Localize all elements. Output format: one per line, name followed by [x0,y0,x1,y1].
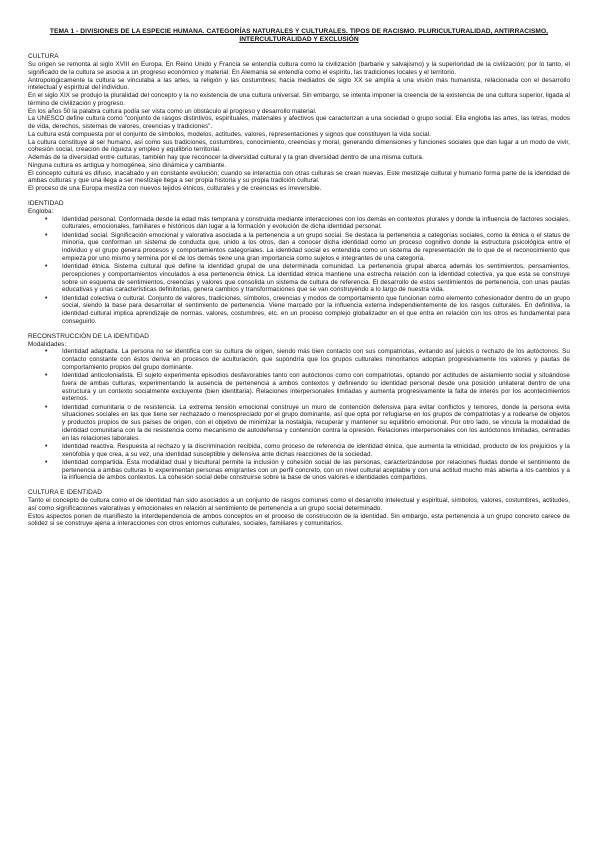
section-heading: CULTURA E IDENTIDAD [28,489,102,496]
section-cultura-identidad [28,489,570,528]
paragraph: La cultura está compuesta por el conjunto de símbolos, modelos, actitudes, valores, representaciones y signos que constituyen la vida social. [28,130,431,138]
section-heading: RECONSTRUCCIÓN DE LA IDENTIDAD [28,332,149,340]
bullet-list [28,216,570,326]
paragraph: En el siglo XIX se produjo la pluralidad del concepto y la no existencia de una cultura universal. Sin embargo, se intenta imponer la creencia de la existencia de una cultura superior, ligada al término de civilización y progreso. [28,92,570,107]
paragraph: Tanto el concepto de cultura como el de identidad han sido asociados a un conjunto de rasgos comunes como el desarrollo intelectual y espiritual, símbolos, valores, costumbres, actitudes, así como significaciones valorativas y emocionales en relación al sentimiento de pertenencia a un grupo social determinado. [28,497,570,512]
paragraph: En los años 50 la palabra cultura podía ser vista como un obstáculo al progreso y desarrollo material. [28,107,317,115]
paragraph: La UNESCO define cultura como "conjunto de rasgos distintivos, espirituales, materiales y afectivos que caracterizan a una sociedad o grupo social. Ella engloba las artes, las letras, modos de vida, derechos, sistemas de valores, creencias y tradiciones". [28,115,570,130]
list-item: • Identidad personal. Conformada desde la edad más temprana y construida mediante interacciones con los demás en contextos plurales y donde la influencia de factores sociales, culturales, emocionales, familiares e históricos dan lugar a la formación y evolución de dicha identidad personal. [62,216,570,232]
paragraph: Antropológicamente la cultura se vinculaba a las artes, la religión y las costumbres; hacia mediados de siglo XX se amplía a una visión más humanista, relacionada con el desarrollo intelectual y espiritual del individuo. [28,76,570,92]
section-identidad [28,200,570,326]
bullet-list [28,348,570,482]
list-item: • Identidad adaptada. La persona no se identifica con su cultura de origen, siendo más bien contacto con sus compatriotas, evitando así juicios o rechazo de los autóctonos. Su contacto constante con éstos deriva en procesos de aculturación, que supondría que los grupos culturales minoritarios adoptan progresivamente los valores y pautas de comportamiento propios del grupo dominante. [62,348,570,371]
paragraph: El proceso de una Europa mestiza con nuevos tejidos étnicos, culturales y de creencias es irreversible. [28,185,322,192]
paragraph: Su origen se remonta al siglo XVIII en Europa. En Reino Unido y Francia se entendía cultura como la civilización (barbarie y salvajismo) y la superioridad de la civilización; por lo tanto, el significado de la cultura se asocia a un progreso económico y material. En Alemania se entendía como el espíritu, las tradiciones locales y el territorio. [28,61,570,76]
list-item: • Identidad anticolonialista. El sujeto experimenta episodios desfavorables tanto con autóctonos como con compatriotas, optando por actitudes de aislamiento social y situándose fuera de ambas culturas, experimentando la ausencia de pertenencia a ambos contextos y definiendo su identidad personal desde una posición unilateral dentro de una estructura y un contexto socialmente excluyente (bien identitaria). Relaciones interpersonales limitadas y aumenta progresivamente la falta de interés por los acontecimientos externos. [62,372,570,403]
list-item: • Identidad étnica. Sistema cultural que define la identidad grupal de una determinada comunidad. La pertenencia grupal abarca además los sentimientos, pensamientos, percepciones y comportamientos vinculados a esa pertenencia étnica. La identidad étnica mantiene una estrecha relación con la identidad colectiva, ya que esta se construye sobre un esquema de sentimientos, creencias y valores que consolida un sistema de cultura de referencia. El desarrollo de estos sentimientos de pertenencia, con unas pautas educativas y unas características definitorias, genera cambios y transformaciones que se van construyendo a lo largo de nuestra vida. [62,263,570,294]
section-subheading: Modalidades: [28,340,67,348]
list-item: • Identidad compartida. Esta modalidad dual y bicultural permite la inclusión y cohesión social de las personas, caracterizándose por relaciones fluidas donde el sentimiento de pertenencia a ambas culturas lo experimentan personas emigrantes con un perfil concreto, con un nivel cultural aceptable y con una actitud mucho más abierta a los cambios y a la influencia de ambos contextos. La cohesión social debe construirse sobre la base de unos valores e identidades compartidos. [62,459,570,482]
list-item: • Identidad reactiva. Respuesta al rechazo y la discriminación recibida, como proceso de referencia de identidad étnica, que aumenta la etnicidad, producto de los prejuicios y la xenofobia y que crea, a su vez, una identidad susceptible y defensiva ante dichas reacciones de la sociedad. [62,443,570,459]
section-subheading: Engloba: [28,207,54,215]
section-cultura [28,53,570,193]
list-item: • Identidad social. Significación emocional y valorativa asociada a la pertenencia a un grupo social. Se destaca la pertenencia a categorías sociales, como la étnica o el status de minoría, que conforman un sistema de conducta que, unido a los otros, dan a conocer dicha identidad como un proceso cognitivo donde la estructura psicológica entre el individuo y el grupo genera procesos y comportamientos categoriales. La identidad social es entendida como un sistema de representación de lo que de el reconocimiento que empieza por uno mismo y termina por el de los demás tiene una gran importancia como sujetos e integrantes de una categoría. [62,232,570,263]
paragraph: El concepto cultura es difuso, inacabado y en constante evolución; cuando se interactúa con otras culturas se crean nuevas. Este mestizaje cultural y humano forma parte de la identidad de ambas culturas y que una llega a ser mestizaje llega a ser propia historia y su propia tradición cultural. [28,169,570,185]
paragraph: Ninguna cultura es antigua y homogénea, sino dinámica y cambiante. [28,161,227,169]
section-reconstruccion [28,333,570,483]
section-heading: CULTURA [28,53,59,60]
section-heading: IDENTIDAD [28,199,64,207]
paragraph: Además de la diversidad entre culturas, también hay que reconocer la diversidad cultural y la gran diversidad dentro de una misma cultura. [28,154,424,161]
paragraph: La cultura constituye al ser humano, así como sus tradiciones, costumbres, conocimiento, creencias y moral, generando dimensiones y funciones sociales que dan lugar a un modo de vivir, cohesión social, creación de riqueza y empleo y equilibrio territorial. [28,138,570,154]
document-title: TEMA 1 - DIVISIONES DE LA ESPECIE HUMANA. CATEGORÍAS NATURALES Y CULTURALES. TIPOS DE RACISMO. PLURICULTURALIDAD, ANTIRRACISMO, INTERCULTURALIDAD Y EXCLUSIÓN [49,28,549,43]
list-item: • Identidad colectiva o cultural. Conjunto de valores, tradiciones, símbolos, creencias y modos de comportamiento que funcionan como elemento cohesionador dentro de un grupo social, siendo la base para desarrollar el sentimiento de pertenencia. Viene marcado por la influencia externa independientemente de los rasgos culturales. En definitiva, la identidad cultural implica aprendizaje de normas, valores, costumbres, etc. en un proceso complejo globalizador en el que entra en relación con los otros es fundamental para conseguirlo. [62,295,570,326]
paragraph: Estos aspectos ponen de manifiesto la interdependencia de ambos conceptos en el proceso de construcción de la identidad. Sin embargo, esta pertenencia a un grupo concreto carece de solidez si se construye ajena a interacciones con otros entornos culturales, sociales, familiares y comunitarios. [28,512,570,528]
list-item: • Identidad comunitaria o de resistencia. La extrema tensión emocional construye un muro de contención defensiva para evitar conflictos y temores, donde la persona evita situaciones sociales en las que tiene ser rechazado o menospreciado por el grupo dominante, así que opta por refugiarse en los grupos de compatriotas y a rodearse de objetos y productos propios de sus países de origen, con el objetivo de minimizar la nostalgia, recuperar y mantener su equilibrio emocional. Por otro lado, se vincula la modalidad de identidad comunitaria con la de resistencia como mecanismo de autodefensa y contención contra la opresión. Relaciones interpersonales con los autóctonos limitadas, centradas en las relaciones laborales. [62,404,570,443]
